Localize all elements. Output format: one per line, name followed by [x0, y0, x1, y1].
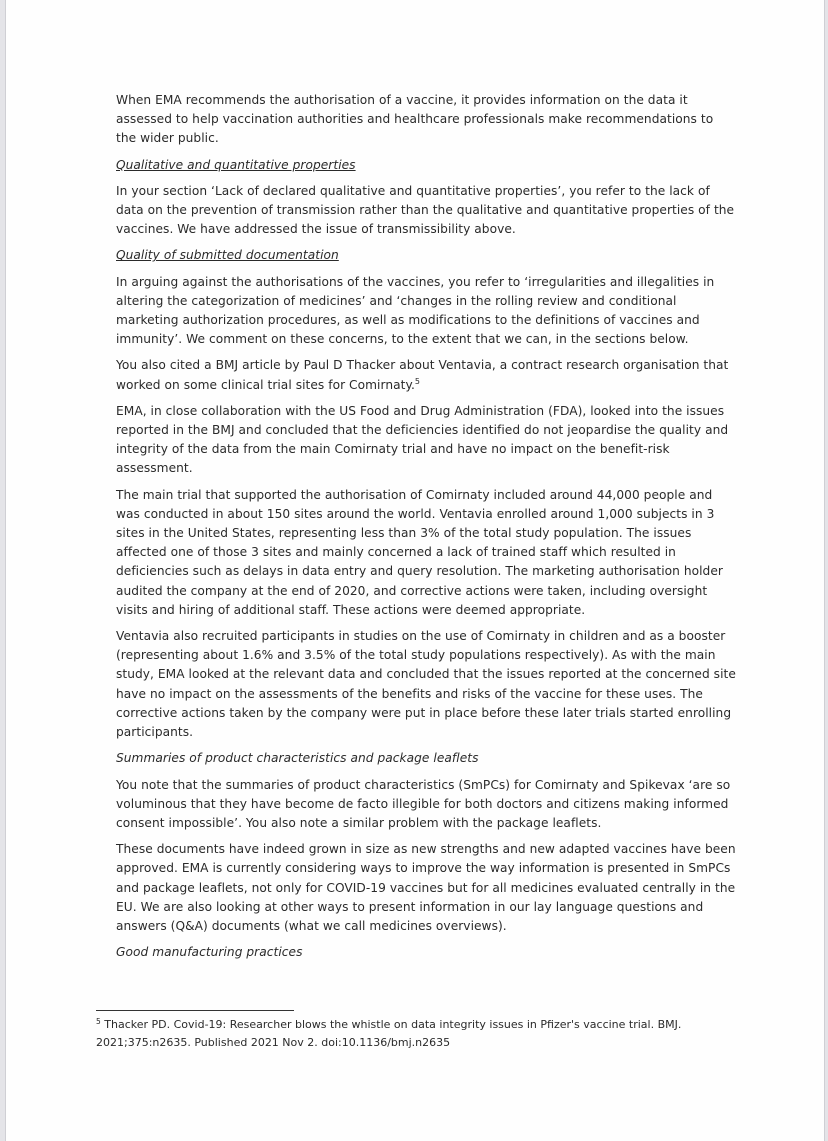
paragraph-main-trial: The main trial that supported the authorisation of Comirnaty included around 44,000 people and was conducted in about 150 sites around the world. Ventavia enrolled around 1,000 subjects in 3 sites in the United States, representing less than 3% of the total study population. The issues affected one of those 3 sites and mainly concerned a lack of trained staff which resulted in deficiencies such as delays in data entry and query resolution. The marketing authorisation holder audited the company at the end of 2020, and corrective actions were taken, including oversight visits and hiring of additional staff. These actions were deemed appropriate. [116, 487, 723, 617]
heading-good-manufacturing: Good manufacturing practices [116, 945, 303, 960]
heading-quality-documentation: Quality of submitted documentation [116, 248, 339, 263]
paragraph-smpc-voluminous: You note that the summaries of product characteristics (SmPCs) for Comirnaty and Spikevax ‘are so voluminous that they have become de facto illegible for both doctors and citizens making informed consent impossible’. You also note a similar problem with the package leaflets. [116, 777, 731, 830]
paragraph-irregularities: In arguing against the authorisations of the vaccines, you refer to ‘irregularities and illegalities in altering the categorization of medicines’ and ‘changes in the rolling review and conditional marketing authorization procedures, as well as modifications to the definitions of vaccines and immunity’. We comment on these concerns, to the extent that we can, in the sections below. [116, 274, 715, 347]
footnote-citation: Thacker PD. Covid-19: Researcher blows the whistle on data integrity issues in Pfizer's vaccine trial. BMJ. [104, 1018, 682, 1031]
paragraph-fda-collaboration: EMA, in close collaboration with the US Food and Drug Administration (FDA), looked into the issues reported in the BMJ and concluded that the deficiencies identified do not jeopardise the quality and integrity of the data from the main Comirnaty trial and have no impact on the benefit-risk assessment. [116, 403, 729, 476]
paragraph-ema-recommendation: When EMA recommends the authorisation of a vaccine, it provides information on the data it assessed to help vaccination authorities and healthcare professionals make recommendations to the wider public. [116, 93, 714, 146]
document-body [116, 91, 736, 969]
footnote [96, 1016, 736, 1052]
footnote-line-2: 2021;375:n2635. Published 2021 Nov 2. doi:10.1136/bmj.n2635 [96, 1036, 451, 1049]
document-page [5, 0, 825, 1141]
heading-smpc-leaflets: Summaries of product characteristics and package leaflets [116, 751, 479, 766]
paragraph-bmj-article-text: You also cited a BMJ article by Paul D Thacker about Ventavia, a contract research organisation that worked on some clinical trial sites for Comirnaty. [116, 358, 729, 392]
footnote-line-1 [96, 1016, 736, 1034]
paragraph-qualitative-properties: In your section ‘Lack of declared qualitative and quantitative properties’, you refer to the lack of data on the prevention of transmission rather than the qualitative and quantitative properties of the vaccines. We have addressed the issue of transmissibility above. [116, 183, 735, 237]
footnote-reference[interactable]: 5 [414, 376, 421, 386]
paragraph-bmj-article [116, 356, 736, 394]
paragraph-documents-grown: These documents have indeed grown in size as new strengths and new adapted vaccines have been approved. EMA is currently considering ways to improve the way information is presented in SmPCs and package leaflets, not only for COVID-19 vaccines but for all medicines evaluated centrally in the EU. We are also looking at other ways to present information in our lay language questions and answers (Q&A) documents (what we call medicines overviews). [116, 842, 736, 933]
footnote-separator [96, 1010, 294, 1011]
heading-qualitative-quantitative: Qualitative and quantitative properties [116, 157, 356, 172]
footnote-number: 5 [96, 1017, 101, 1026]
paragraph-ventavia-children-booster: Ventavia also recruited participants in studies on the use of Comirnaty in children and as a booster (representing about 1.6% and 3.5% of the total study populations respectively). As with the main study, EMA looked at the relevant data and concluded that the issues reported at the concerned site have no impact on the assessments of the benefits and risks of the vaccine for these uses. The corrective actions taken by the company were put in place before these later trials started enrolling participants. [116, 629, 736, 740]
